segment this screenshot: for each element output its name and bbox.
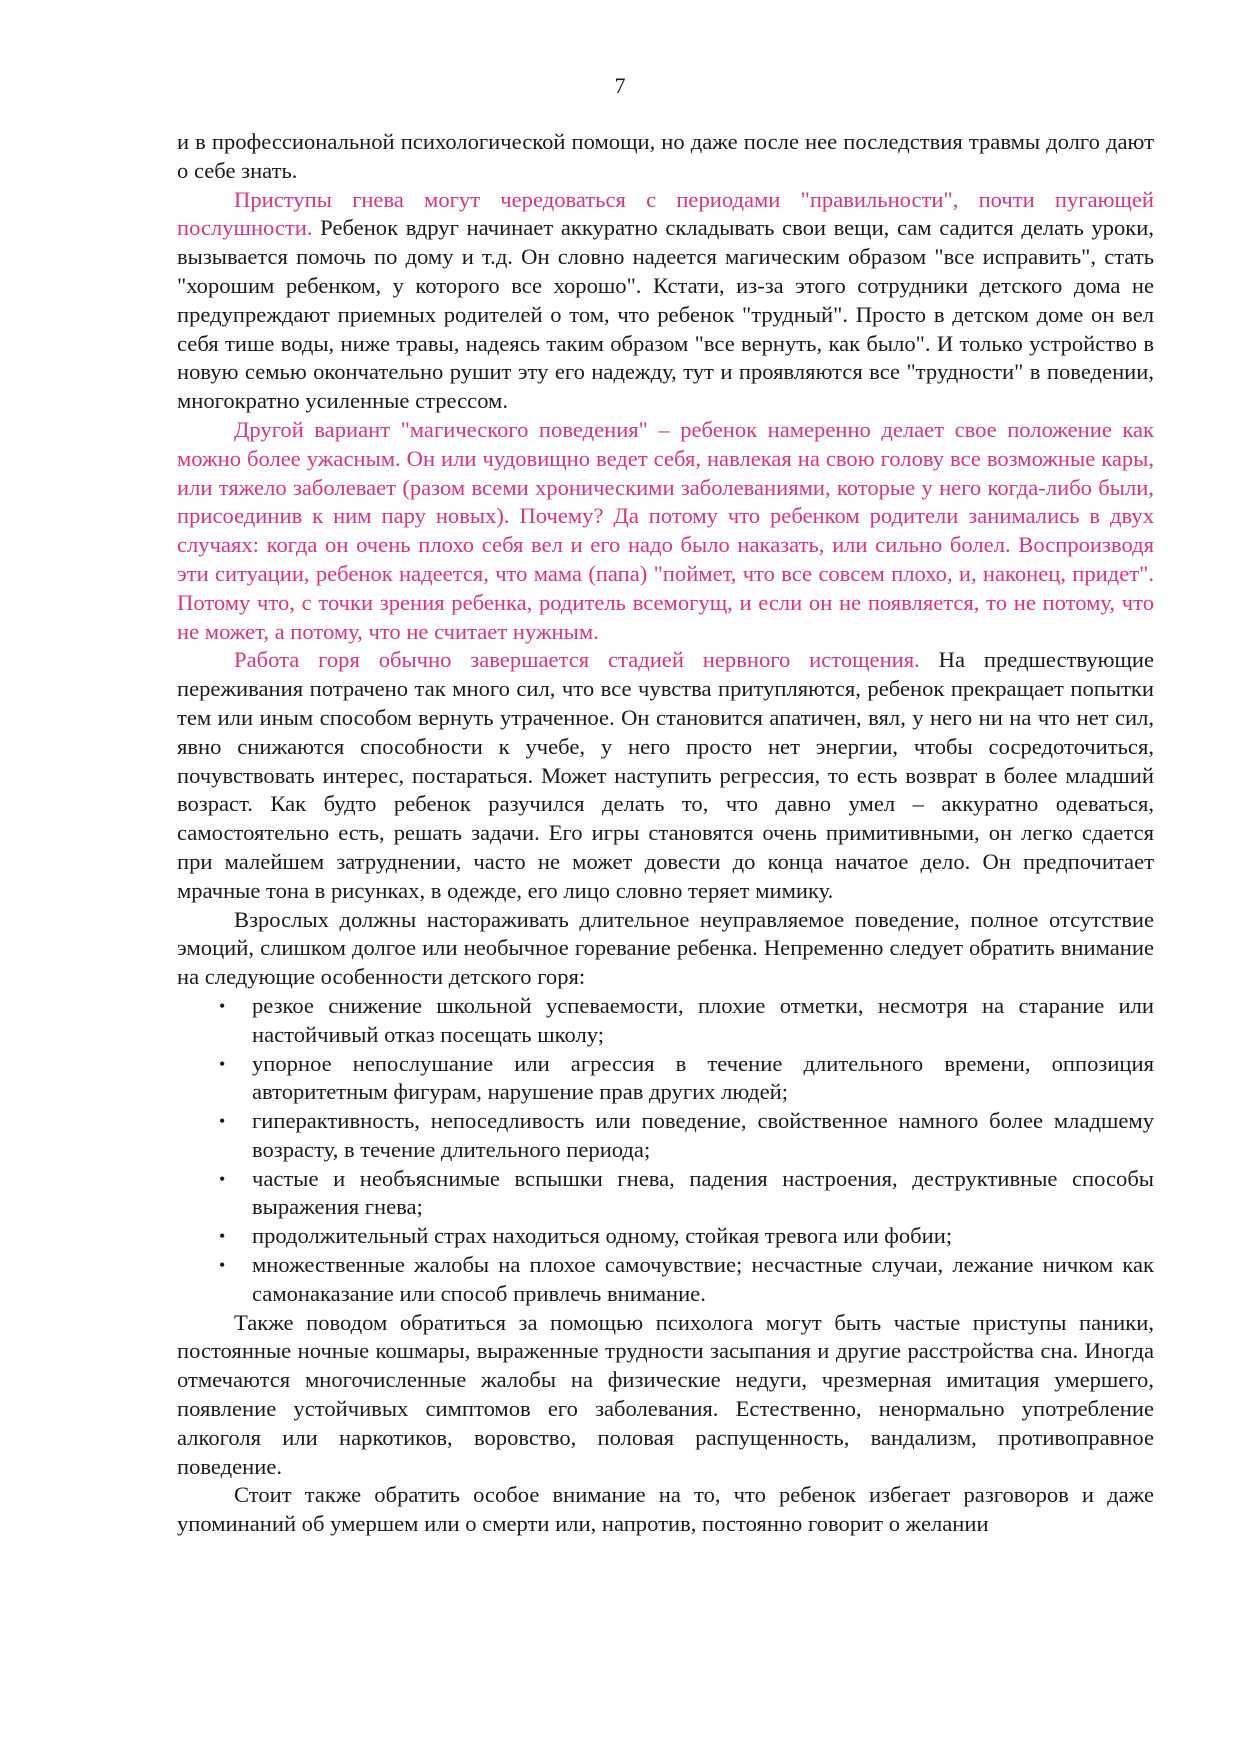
paragraph-text: Взрослых должны настораживать длительное неуправляемое поведение, полное отсутствие эмоций, слишком долгое или необычное горевание ребенка. Непременно следует обратить внимание на следующие особенности детского горя: xyxy=(177,906,1154,990)
bullet-icon: • xyxy=(219,995,226,1016)
bullet-icon: • xyxy=(219,1255,226,1276)
highlighted-text: Другой вариант "магического поведения" – ребенок намеренно делает свое положение как можно более ужасным. Он или чудовищно ведет себя, навлекая на свою голову все возможные кары, или тяжело заболевает (разом всеми хроническими заболеваниями, которые у него когда-либо были, присоединив к ним пару новых). Почему? Да потому что ребенком родители занимались в двух случаях: когда он очень плохо себя вел и его надо было наказать, или сильно болел. Воспроизводя эти ситуации, ребенок надеется, что мама (папа) "поймет, что все совсем плохо, и, наконец, придет". Потому что, с точки зрения ребенка, родитель всемогущ, и если он не появляется, то не потому, что не может, а потому, что не считает нужным. xyxy=(177,416,1154,644)
paragraph-text: и в профессиональной психологической помощи, но даже после нее последствия травмы долго дают о себе знать. xyxy=(177,129,1154,183)
list-item-text: множественные жалобы на плохое самочувствие; несчастные случаи, лежание ничком как самонаказание или способ привлечь внимание. xyxy=(252,1252,1154,1306)
list-item-text: резкое снижение школьной успеваемости, плохие отметки, несмотря на старание или настойчивый отказ посещать школу; xyxy=(252,992,1154,1047)
paragraph-text: На предшествующие переживания потрачено так много сил, что все чувства притупляются, ребенок прекращает попытки тем или иным способом вернуть утраченное. Он становится апатичен, вял, у него ни на что нет сил, явно снижаются способности к учебе, у него просто нет энергии, чтобы сосредоточиться, почувствовать интерес, постараться. Может наступить регрессия, то есть возврат в более младший возраст. Как будто ребенок разучился делать то, что давно умел – аккуратно одеваться, самостоятельно есть, решать задачи. Его игры становятся очень примитивными, он легко сдается при малейшем затруднении, часто не может довести до конца начатое дело. Он предпочитает мрачные тона в рисунках, в одежде, его лицо словно теряет мимику. xyxy=(177,647,1154,903)
paragraph-text: Ребенок вдруг начинает аккуратно складывать свои вещи, сам садится делать уроки, вызывается помочь по дому и т.д. Он словно надеется магическим образом "все исправить", стать "хорошим ребенком, у которого все хорошо". Кстати, из-за этого сотрудники детского дома не предупреждают приемных родителей о том, что ребенок "трудный". Просто в детском доме он вел себя тише воды, ниже травы, надеясь таким образом "все вернуть, как было". И только устройство в новую семью окончательно рушит эту его надежду, тут и проявляются все "трудности" в поведении, многократно усиленные стрессом. xyxy=(177,215,1154,414)
list-item xyxy=(177,992,1154,1050)
paragraph: Стоит также обратить особое внимание на то, что ребенок избегает разговоров и даже упоминаний об умершем или о смерти или, напротив, постоянно говорит о желании xyxy=(177,1482,1154,1537)
list-item xyxy=(177,1222,1154,1251)
bullet-icon: • xyxy=(219,1226,226,1247)
list-item-text: упорное непослушание или агрессия в течение длительного времени, оппозиция авторитетным фигурам, нарушение прав других людей; xyxy=(252,1050,1154,1105)
paragraph xyxy=(177,186,1154,416)
bullet-list xyxy=(177,992,1154,1309)
paragraph xyxy=(177,646,1154,905)
list-item-text: частые и необъяснимые вспышки гнева, падения настроения, деструктивные способы выражения гнева; xyxy=(252,1165,1154,1220)
document-body xyxy=(177,128,1154,1539)
highlighted-text: Приступы гнева могут чередоваться с периодами "правильности", почти пугающей послушности. xyxy=(177,186,1154,241)
list-item-text: продолжительный страх находиться одному, стойкая тревога или фобии; xyxy=(252,1223,953,1249)
paragraph xyxy=(177,128,1154,186)
list-item xyxy=(177,1107,1154,1165)
bullet-icon: • xyxy=(219,1111,226,1132)
bullet-icon: • xyxy=(219,1168,226,1189)
list-item xyxy=(177,1050,1154,1108)
list-item xyxy=(177,1165,1154,1223)
bullet-icon: • xyxy=(219,1053,226,1074)
list-item-text: гиперактивность, непоседливость или поведение, свойственное намного более младшему возрасту, в течение длительного периода; xyxy=(252,1108,1154,1162)
page-number: 7 xyxy=(614,73,626,98)
paragraph: Также поводом обратиться за помощью психолога могут быть частые приступы паники, постоянные ночные кошмары, выраженные трудности засыпания и другие расстройства сна. Иногда отмечаются многочисленные жалобы на физические недуги, чрезмерная имитация умершего, появление устойчивых симптомов его заболевания. Естественно, ненормально употребление алкоголя или наркотиков, воровство, половая распущенность, вандализм, противоправное поведение. xyxy=(177,1309,1154,1479)
paragraph xyxy=(177,416,1154,646)
highlighted-text: Работа горя обычно завершается стадией нервного истощения. xyxy=(234,647,920,673)
paragraph xyxy=(177,906,1154,992)
list-item xyxy=(177,1251,1154,1309)
